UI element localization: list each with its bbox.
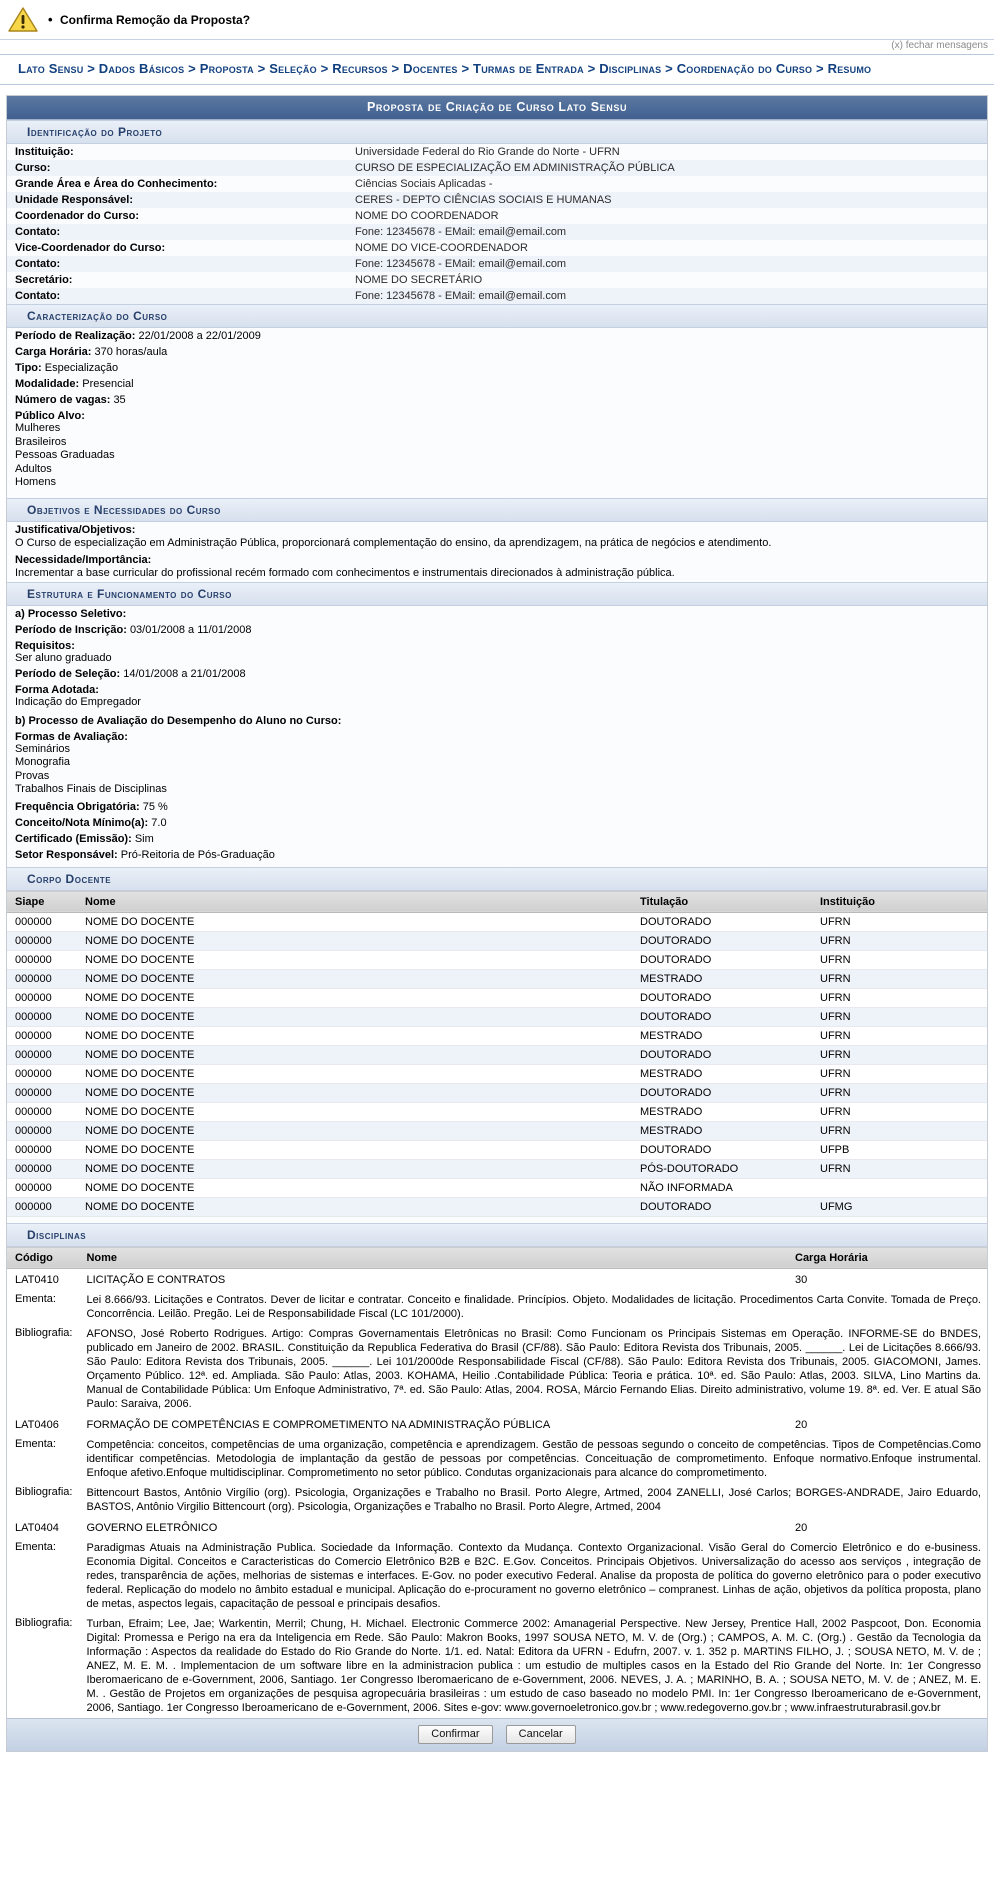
label-certificado: Certificado (Emissão): [15, 832, 132, 845]
confirm-button[interactable]: Confirmar [418, 1725, 492, 1744]
close-messages-link[interactable]: (x) fechar mensagens [891, 40, 988, 51]
action-bar [7, 1718, 987, 1751]
table-cell: NOME DO DOCENTE [77, 1026, 632, 1045]
table-cell: NOME DO DOCENTE [77, 1197, 632, 1216]
table-cell: NOME DO DOCENTE [77, 1064, 632, 1083]
label-requisitos: Requisitos: [15, 639, 75, 652]
table-cell: UFMG [812, 1197, 987, 1216]
label-publico-alvo: Público Alvo: [15, 410, 85, 422]
section-header-corpo-docente: Corpo Docente [7, 867, 987, 891]
table-row [7, 988, 987, 1007]
value-requisitos: Ser aluno graduado [15, 651, 112, 664]
table-cell: UFRN [812, 912, 987, 931]
table-cell: NOME DO DOCENTE [77, 969, 632, 988]
table-cell: UFPB [812, 1140, 987, 1159]
identificacao-label: Coordenador do Curso: [15, 210, 140, 222]
value-periodo-inscricao: 03/01/2008 a 11/01/2008 [129, 623, 252, 636]
field-justificativa [7, 522, 987, 552]
field-certificado [7, 831, 987, 847]
warning-triangle-icon [8, 6, 38, 33]
table-cell [812, 1178, 987, 1197]
table-cell: NOME DO DOCENTE [77, 1159, 632, 1178]
label-ementa: Ementa: [7, 1538, 78, 1614]
label-justificativa: Justificativa/Objetivos: [15, 523, 136, 536]
field-conceito-minimo [7, 815, 987, 831]
disciplinas-header [7, 1247, 987, 1268]
page-title: Proposta de Criação de Curso Lato Sensu [7, 96, 987, 120]
disciplina-codigo: LAT0406 [7, 1414, 78, 1435]
table-cell: UFRN [812, 1045, 987, 1064]
publico-alvo-item: Pessoas Graduadas [15, 449, 115, 461]
table-cell: UFRN [812, 988, 987, 1007]
breadcrumb-wrapper [0, 54, 994, 85]
table-cell: 000000 [7, 1026, 77, 1045]
table-cell: DOUTORADO [632, 988, 812, 1007]
field-tipo [7, 360, 987, 376]
field-forma-adotada [7, 682, 987, 710]
formas-avaliacao-list [15, 743, 979, 797]
publico-alvo-item: Adultos [15, 462, 52, 475]
section-header-objetivos: Objetivos e Necessidades do Curso [7, 498, 987, 522]
disciplina-ementa-row [7, 1290, 987, 1324]
label-ementa: Ementa: [7, 1435, 78, 1483]
table-cell: PÓS-DOUTORADO [632, 1159, 812, 1178]
identificacao-value: NOME DO SECRETÁRIO [355, 274, 483, 286]
section-header-caracterizacao: Caracterização do Curso [7, 304, 987, 328]
table-row [7, 1045, 987, 1064]
value-setor-responsavel: Pró-Reitoria de Pós-Graduação [120, 848, 275, 861]
corpo-docente-table [7, 891, 987, 1217]
value-bibliografia: AFONSO, José Roberto Rodrigues. Artigo: Compras Governamentais Eletrônicas no Brasil: Como Funcionam os Principais Sistemas em Operação. INFORME-SE do BNDES, publicado em Janeiro de 2002. BRASIL. Constituição da Republica Federativa do Brasil (CF/88). São Paulo: Editora Revista dos Tribunais, 2005. ______. Lei de Licitações 8.666/93. São Paulo: Editora Revista dos Tribunais, 2005. ______. Lei 101/2000de Responsabilidade Fiscal (CF/88). São Paulo: Editora Revista dos Tribunais, 2005. GIACOMONI, James. Orçamento Público. 12ª. ed. Ampliada. São Paulo: Atlas, 2003. KOHAMA, Heilio .Contabilidade Pública: Teoria e prática. 10ª. ed. São Paulo: Atlas, 2003. SILVA, Lino Martins da. Manual de Contabilidade Pública: Um Enfoque Administrativo, 7ª. ed. São Paulo: Atlas, 2004. ROSA, Márcio Fernando Elias. Direito administrativo, volume 19. 8ª. ed. Ver. E atual São Paulo: Saraiva, 2006. [78, 1324, 987, 1414]
table-cell: 000000 [7, 1178, 77, 1197]
value-periodo-selecao: 14/01/2008 a 21/01/2008 [123, 667, 246, 680]
table-row [7, 1140, 987, 1159]
table-row [7, 950, 987, 969]
label-necessidade: Necessidade/Importância: [15, 553, 152, 566]
identificacao-label: Curso: [15, 162, 51, 174]
table-cell: 000000 [7, 988, 77, 1007]
label-conceito-minimo: Conceito/Nota Mínimo(a): [15, 816, 149, 829]
table-cell: NOME DO DOCENTE [77, 1102, 632, 1121]
value-tipo: Especialização [44, 362, 119, 374]
section-header-estrutura: Estrutura e Funcionamento do Curso [7, 582, 987, 606]
identificacao-value: Ciências Sociais Aplicadas - [355, 178, 493, 190]
identificacao-row [7, 224, 987, 240]
disciplina-carga-horaria: 20 [787, 1517, 987, 1538]
table-cell: NOME DO DOCENTE [77, 1007, 632, 1026]
label-bibliografia: Bibliografia: [7, 1324, 78, 1414]
disciplinas-column-header: Código [7, 1247, 78, 1268]
value-justificativa: O Curso de especialização em Administração Pública, proporcionará complementação do ensino, da aprendizagem, na prática de negócios e atendimento. [15, 536, 772, 549]
label-formas-avaliacao: Formas de Avaliação: [15, 730, 128, 743]
cancel-button[interactable]: Cancelar [506, 1725, 576, 1744]
forma-avaliacao-item: Seminários [15, 742, 71, 755]
disciplina-nome: LICITAÇÃO E CONTRATOS [78, 1268, 787, 1290]
table-row [7, 1178, 987, 1197]
table-cell: 000000 [7, 1064, 77, 1083]
table-cell: MESTRADO [632, 969, 812, 988]
table-cell: 000000 [7, 931, 77, 950]
table-cell: DOUTORADO [632, 1197, 812, 1216]
message-bar [0, 0, 994, 40]
disciplina-row [7, 1268, 987, 1290]
identificacao-row [7, 144, 987, 160]
value-conceito-minimo: 7.0 [151, 816, 167, 829]
value-ementa: Paradigmas Atuais na Administração Publica. Sociedade da Informação. Contexto da Mudança. Contexto Organizacional. Visão Geral do Comercio Eletrônico e do e-business. Economia Digital. Conceitos e Caracteristicas do Comercio Eletrônico B2B e B2C. E.Gov. Conceitos. Principais Objetivos. Universalização do acesso aos serviços , integração de redes, transparência de ações, melhorias de sistemas e interfaces. E-Gov. no poder executivo Federal. Analise da proposta de política do governo eletrônico para o poder executivo federal. Replicação do modelo no âmbito estadual e municipal. Aplicação do e-procurament no governo eletrônico – compranest. Linhas de ação, objetivos da política proposta, plano de metas, aspectos legais, capacitação de pessoal e principais desafios. [78, 1538, 987, 1614]
identificacao-row [7, 240, 987, 256]
field-publico-alvo [7, 408, 987, 498]
table-cell: 000000 [7, 1159, 77, 1178]
label-numero-vagas: Número de vagas: [15, 394, 111, 406]
table-row [7, 1197, 987, 1216]
disciplina-codigo: LAT0404 [7, 1517, 78, 1538]
publico-alvo-item: Homens [15, 476, 56, 488]
identificacao-value: Fone: 12345678 - EMail: email@email.com [355, 290, 567, 302]
value-certificado: Sim [134, 832, 154, 845]
table-cell: 000000 [7, 969, 77, 988]
table-cell: NOME DO DOCENTE [77, 1083, 632, 1102]
table-cell: 000000 [7, 1197, 77, 1216]
table-row [7, 1159, 987, 1178]
identificacao-value: CERES - DEPTO CIÊNCIAS SOCIAIS E HUMANAS [355, 194, 612, 206]
identificacao-row [7, 160, 987, 176]
forma-avaliacao-item: Trabalhos Finais de Disciplinas [15, 783, 167, 795]
label-frequencia: Frequência Obrigatória: [15, 800, 140, 813]
disciplina-nome: GOVERNO ELETRÔNICO [78, 1517, 787, 1538]
identificacao-row [7, 176, 987, 192]
value-carga-horaria: 370 horas/aula [94, 346, 168, 358]
identificacao-value: Fone: 12345678 - EMail: email@email.com [355, 226, 567, 238]
identificacao-value: Fone: 12345678 - EMail: email@email.com [355, 258, 567, 270]
identificacao-row [7, 272, 987, 288]
label-setor-responsavel: Setor Responsável: [15, 848, 118, 861]
table-cell: UFRN [812, 1102, 987, 1121]
table-cell: UFRN [812, 1121, 987, 1140]
table-cell: 000000 [7, 1102, 77, 1121]
label-periodo-realizacao: Período de Realização: [15, 330, 136, 342]
table-row [7, 1121, 987, 1140]
identificacao-label: Grande Área e Área do Conhecimento: [15, 178, 218, 190]
value-numero-vagas: 35 [113, 394, 126, 406]
subheading-processo-seletivo [7, 606, 987, 622]
table-row [7, 1026, 987, 1045]
label-modalidade: Modalidade: [15, 378, 80, 390]
table-cell: UFRN [812, 1159, 987, 1178]
table-cell: DOUTORADO [632, 1140, 812, 1159]
field-periodo-realizacao [7, 328, 987, 344]
table-row [7, 1064, 987, 1083]
label-carga-horaria: Carga Horária: [15, 346, 92, 358]
table-cell: NÃO INFORMADA [632, 1178, 812, 1197]
value-periodo-realizacao: 22/01/2008 a 22/01/2009 [138, 330, 261, 342]
value-frequencia: 75 % [142, 800, 168, 813]
disciplina-bibliografia-row [7, 1614, 987, 1718]
table-cell: 000000 [7, 1045, 77, 1064]
field-carga-horaria [7, 344, 987, 360]
table-cell: NOME DO DOCENTE [77, 1140, 632, 1159]
table-cell: NOME DO DOCENTE [77, 912, 632, 931]
table-cell: DOUTORADO [632, 1083, 812, 1102]
identificacao-row [7, 256, 987, 272]
value-bibliografia: Bittencourt Bastos, Antônio Virgílio (org). Psicologia, Organizações e Trabalho no Brasil. Porto Alegre, Artmed, 2004 ZANELLI, José Carlos; BORGES-ANDRADE, Jairo Eduardo, BASTOS, Antônio Virgilio Bittencourt (org). Psicologia, Organizações e Trabalho no Brasil. Porto Alegre, Artmed, 2004 [78, 1483, 987, 1517]
table-cell: 000000 [7, 912, 77, 931]
forma-avaliacao-item: Monografia [15, 756, 71, 768]
identificacao-row [7, 192, 987, 208]
disciplina-nome: FORMAÇÃO DE COMPETÊNCIAS E COMPROMETIMENTO NA ADMINISTRAÇÃO PÚBLICA [78, 1414, 787, 1435]
table-cell: UFRN [812, 1007, 987, 1026]
label-processo-avaliacao: b) Processo de Avaliação do Desempenho do Aluno no Curso: [15, 714, 342, 727]
identificacao-table [7, 144, 987, 304]
field-requisitos [7, 638, 987, 666]
table-row [7, 1007, 987, 1026]
identificacao-label: Secretário: [15, 274, 73, 286]
table-cell: DOUTORADO [632, 950, 812, 969]
table-cell: DOUTORADO [632, 912, 812, 931]
field-formas-avaliacao [7, 729, 987, 799]
field-periodo-selecao [7, 666, 987, 682]
identificacao-row [7, 208, 987, 224]
identificacao-label: Contato: [15, 258, 61, 270]
table-cell: DOUTORADO [632, 931, 812, 950]
label-periodo-selecao: Período de Seleção: [15, 667, 121, 680]
table-cell: MESTRADO [632, 1064, 812, 1083]
corpo-docente-column-header: Titulação [632, 891, 812, 912]
table-cell: MESTRADO [632, 1121, 812, 1140]
identificacao-value: NOME DO COORDENADOR [355, 210, 499, 222]
breadcrumb[interactable]: Lato Sensu > Dados Básicos > Proposta > Seleção > Recursos > Docentes > Turmas de Entrada > Disciplinas > Coordenação do Curso > Resumo [18, 61, 872, 76]
table-row [7, 1083, 987, 1102]
disciplinas-column-header: Nome [78, 1247, 787, 1268]
table-cell: NOME DO DOCENTE [77, 1178, 632, 1197]
table-cell: NOME DO DOCENTE [77, 1121, 632, 1140]
table-cell: DOUTORADO [632, 1045, 812, 1064]
identificacao-label: Instituição: [15, 146, 74, 158]
table-cell: MESTRADO [632, 1026, 812, 1045]
table-cell: 000000 [7, 1140, 77, 1159]
table-cell: 000000 [7, 1083, 77, 1102]
identificacao-value: Universidade Federal do Rio Grande do Norte - UFRN [355, 146, 620, 158]
table-cell: UFRN [812, 1064, 987, 1083]
value-forma-adotada: Indicação do Empregador [15, 695, 141, 708]
value-ementa: Competência: conceitos, competências de uma organização, competência e aprendizagem. Gestão de pessoas segundo o conceito de competências. Tipos de Competências.Como identificar competências. Metodologia de implantação da gestão de pessoas por competências. Conceituação de comprometimento. Enfoque normativo.Enfoque instrumental. Enfoque afetivo.Enfoque multidisciplinar. Comprometimento no setor público. Condutas organizacionais para alcance do comprometimento. [78, 1435, 987, 1483]
table-row [7, 912, 987, 931]
corpo-docente-column-header: Siape [7, 891, 77, 912]
disciplina-carga-horaria: 30 [787, 1268, 987, 1290]
table-row [7, 931, 987, 950]
corpo-docente-column-header: Instituição [812, 891, 987, 912]
table-cell: 000000 [7, 1121, 77, 1140]
field-numero-vagas [7, 392, 987, 408]
table-cell: UFRN [812, 1026, 987, 1045]
subheading-processo-avaliacao [7, 710, 987, 729]
publico-alvo-item: Brasileiros [15, 435, 67, 448]
disciplina-carga-horaria: 20 [787, 1414, 987, 1435]
value-necessidade: Incrementar a base curricular do profissional recém formado com conhecimentos e instrumentais direcionados à administração pública. [15, 566, 675, 579]
section-header-disciplinas: Disciplinas [7, 1223, 987, 1247]
table-cell: DOUTORADO [632, 1007, 812, 1026]
identificacao-row [7, 288, 987, 304]
table-row [7, 1102, 987, 1121]
table-cell: NOME DO DOCENTE [77, 931, 632, 950]
field-necessidade [7, 552, 987, 582]
identificacao-label: Unidade Responsável: [15, 194, 133, 206]
label-processo-seletivo: a) Processo Seletivo: [15, 607, 127, 620]
field-modalidade [7, 376, 987, 392]
table-cell: UFRN [812, 950, 987, 969]
disciplina-ementa-row [7, 1538, 987, 1614]
label-forma-adotada: Forma Adotada: [15, 683, 99, 696]
value-ementa: Lei 8.666/93. Licitações e Contratos. Dever de licitar e contratar. Conceito e finalidade. Princípios. Objeto. Modalidades de licitação. Procedimentos Carta Convite. Tomada de Preço. Concorrência. Leilão. Pregão. Lei de Responsabilidade Fiscal (LC 101/2000). [78, 1290, 987, 1324]
field-periodo-inscricao [7, 622, 987, 638]
label-periodo-inscricao: Período de Inscrição: [15, 623, 127, 636]
publico-alvo-item: Mulheres [15, 422, 61, 434]
identificacao-label: Contato: [15, 290, 61, 302]
message-list [46, 13, 250, 27]
disciplinas-column-header: Carga Horária [787, 1247, 987, 1268]
identificacao-label: Vice-Coordenador do Curso: [15, 242, 166, 254]
label-tipo: Tipo: [15, 362, 42, 374]
identificacao-value: CURSO DE ESPECIALIZAÇÃO EM ADMINISTRAÇÃO PÚBLICA [355, 162, 675, 174]
label-ementa: Ementa: [7, 1290, 78, 1324]
proposal-panel [6, 95, 988, 1752]
field-frequencia [7, 799, 987, 815]
corpo-docente-header [7, 891, 987, 912]
value-bibliografia: Turban, Efraim; Lee, Jae; Warkentin, Merril; Chung, H. Michael. Electronic Commerce 2002: Amanagerial Perspective. New Jersey, Prentice Hall, 2002 Paspcoot, Don. Economia Digital: Promessa e Perigo na era da Inteligencia em Rede. São Paulo: Makron Books, 1997 SOUSA NETO, M. V. de (Org.) ; CAMPOS, A. M. C. (Org.) . Gestão da Tecnologia da Informação : Aspectos da realidade do Estado do Rio Grande do Norte. 1/1. ed. Natal: Editora da UFRN - Edufrn, 2007. v. 1. 352 p. MARTINS FILHO, J. ; SOUSA NETO, M. V. de ; ANEZ, M. E. M. . Implementacion de um software libre en la administracion publica : um estudio de multiples casos en la Estado del Rio Grande del Norte. In: 1er Congresso Iberomaericano de e-Government, 2006, Santiago. 1er Congresso Iberomaericano de e-Government, 2006. NEVES, J. A. ; MARINHO, B. A. ; SOUSA NETO, M. V. de ; ANEZ, M. E. M. . Gestão de Projetos em organizações de pesquisa agropecuária brasileiras : um estudo de caso baseado no modelo PMI. In: 1er Congresso Iberoamericano de e-Government, 2006, Santiago. 1er Congresso Iberoamericano de e-Government, 2006. Sites e-gov: www.governoeletronico.gov.br ; www.redegoverno.gov.br ; www.infraestruturabrasil.gov.br [78, 1614, 987, 1718]
disciplinas-table [7, 1247, 987, 1718]
table-cell: NOME DO DOCENTE [77, 950, 632, 969]
identificacao-label: Contato: [15, 226, 61, 238]
table-cell: 000000 [7, 1007, 77, 1026]
disciplina-row [7, 1414, 987, 1435]
disciplina-row [7, 1517, 987, 1538]
disciplina-codigo: LAT0410 [7, 1268, 78, 1290]
disciplina-bibliografia-row [7, 1483, 987, 1517]
corpo-docente-column-header: Nome [77, 891, 632, 912]
label-bibliografia: Bibliografia: [7, 1614, 78, 1718]
label-bibliografia: Bibliografia: [7, 1483, 78, 1517]
field-setor-responsavel [7, 847, 987, 867]
value-modalidade: Presencial [82, 378, 134, 390]
table-cell: 000000 [7, 950, 77, 969]
table-cell: UFRN [812, 931, 987, 950]
identificacao-value: NOME DO VICE-COORDENADOR [355, 242, 528, 254]
forma-avaliacao-item: Provas [15, 769, 50, 782]
publico-alvo-list [15, 422, 979, 490]
table-cell: NOME DO DOCENTE [77, 988, 632, 1007]
table-cell: MESTRADO [632, 1102, 812, 1121]
disciplina-ementa-row [7, 1435, 987, 1483]
disciplina-bibliografia-row [7, 1324, 987, 1414]
table-cell: UFRN [812, 1083, 987, 1102]
section-header-identificacao: Identificação do Projeto [7, 120, 987, 144]
table-cell: NOME DO DOCENTE [77, 1045, 632, 1064]
message-item: • Confirma Remoção da Proposta? [46, 13, 250, 27]
table-row [7, 969, 987, 988]
table-cell: UFRN [812, 969, 987, 988]
